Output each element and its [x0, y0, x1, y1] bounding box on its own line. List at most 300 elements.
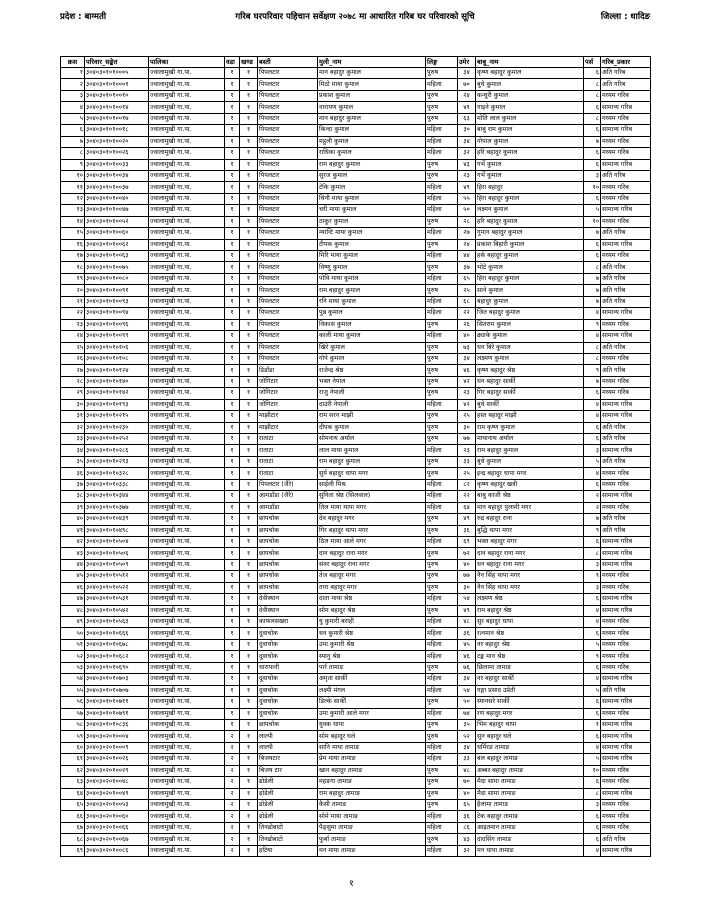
col-header-members: पर्स	[584, 57, 601, 68]
cell-municipality: ज्वालामुखी गा.पा.	[149, 365, 225, 376]
table-row	[61, 136, 651, 147]
cell-head-name: सोमे माया तामाङ	[318, 811, 426, 822]
cell-ward: २	[225, 742, 240, 753]
cell-poverty-type: मध्यम गरिब	[601, 582, 651, 593]
cell-section: १	[240, 319, 258, 330]
cell-municipality: ज्वालामुखी गा.पा.	[149, 445, 225, 456]
cell-ward: १	[225, 411, 240, 422]
cell-family-code: ३०४०३०२०१००६०	[85, 811, 149, 822]
cell-sn: २२	[61, 308, 85, 319]
cell-sn: ४३	[61, 548, 85, 559]
cell-poverty-type: सामान्य गरिब	[601, 697, 651, 708]
cell-ward: १	[225, 79, 240, 90]
cell-father-name: नर बहादुर श्रेष्ठ	[476, 639, 584, 650]
cell-municipality: ज्वालामुखी गा.पा.	[149, 296, 225, 307]
cell-family-code: ३०४०३०१०१००२६	[85, 148, 149, 159]
cell-father-name: नैन सिंह थापा मगर	[476, 582, 584, 593]
col-header-gender: लिङ्ग	[426, 57, 458, 68]
cell-gender: पुरुष	[426, 216, 458, 227]
cell-family-code: ३०४०३०१०१००४७	[85, 205, 149, 216]
cell-gender: महिला	[426, 308, 458, 319]
cell-settlement: राताटा	[258, 445, 318, 456]
cell-gender: महिला	[426, 742, 458, 753]
cell-poverty-type: सामान्य गरिब	[601, 411, 651, 422]
cell-section: १	[240, 365, 258, 376]
cell-gender: महिला	[426, 685, 458, 696]
cell-settlement: देवीस्थान	[258, 594, 318, 605]
cell-family-code: ३०४०३०१०१००९३	[85, 296, 149, 307]
cell-age: ६९	[458, 536, 476, 547]
cell-head-name: राजु नेपाली	[318, 388, 426, 399]
cell-section: १	[240, 434, 258, 445]
cell-gender: पुरुष	[426, 113, 458, 124]
cell-section: १	[240, 90, 258, 101]
cell-head-name: मिठो माया कुमाल	[318, 79, 426, 90]
table-row	[61, 468, 651, 479]
table-row	[61, 639, 651, 650]
cell-members: ४	[584, 742, 601, 753]
cell-family-code: ३०४०३०१०१००१०	[85, 90, 149, 101]
cell-head-name: सोम बहादुर श्रेष्ठ	[318, 605, 426, 616]
cell-sn: ५५	[61, 685, 85, 696]
table-row	[61, 662, 651, 673]
cell-head-name: सुनिता श्रेष्ठ (सिलवाल)	[318, 491, 426, 502]
cell-head-name: विष्णु कुमाल	[318, 262, 426, 273]
cell-father-name: गोपाल कुमाल	[476, 136, 584, 147]
cell-poverty-type: अति गरिब	[601, 68, 651, 79]
cell-ward: २	[225, 811, 240, 822]
cell-head-name: पैङ्सुमा तामाङ	[318, 822, 426, 833]
cell-head-name: गोपे कुमाल	[318, 353, 426, 364]
page-number: १	[349, 879, 354, 889]
cell-members: ३	[584, 170, 601, 181]
cell-municipality: ज्वालामुखी गा.पा.	[149, 411, 225, 422]
cell-section: १	[240, 170, 258, 181]
cell-age: ३४	[458, 136, 476, 147]
cell-municipality: ज्वालामुखी गा.पा.	[149, 811, 225, 822]
cell-age: ७४	[458, 708, 476, 719]
cell-municipality: ज्वालामुखी गा.पा.	[149, 685, 225, 696]
cell-head-name: साईली मिश्र	[318, 479, 426, 490]
cell-members: ६	[584, 159, 601, 170]
cell-section: १	[240, 525, 258, 536]
cell-father-name: छिलामा तामाङ	[476, 662, 584, 673]
cell-poverty-type: मध्यम गरिब	[601, 468, 651, 479]
cell-ward: १	[225, 193, 240, 204]
cell-poverty-type: मध्यम गरिब	[601, 811, 651, 822]
cell-father-name: हरि बहादुर कुमाल	[476, 216, 584, 227]
table-row	[61, 845, 651, 856]
cell-members: ६	[584, 239, 601, 250]
cell-family-code: ३०४०३०२०१००६७	[85, 834, 149, 845]
cell-section: १	[240, 697, 258, 708]
table-row	[61, 90, 651, 101]
cell-members: ४	[584, 617, 601, 628]
table-row	[61, 434, 651, 445]
cell-members: ७	[584, 514, 601, 525]
cell-age: ७०	[458, 777, 476, 788]
cell-age: ३२	[458, 148, 476, 159]
cell-section: १	[240, 239, 258, 250]
cell-age: ४४	[458, 251, 476, 262]
cell-members: ६	[584, 479, 601, 490]
cell-poverty-type: अति गरिब	[601, 79, 651, 90]
cell-ward: १	[225, 662, 240, 673]
cell-settlement: पिपलटार	[258, 308, 318, 319]
cell-family-code: ३०४०३०१०१०३३८	[85, 479, 149, 490]
cell-head-name: मन माया तामाङ	[318, 845, 426, 856]
cell-poverty-type: अति गरिब	[601, 296, 651, 307]
cell-gender: महिला	[426, 617, 458, 628]
cell-family-code: ३०४०३०१०१००६०	[85, 228, 149, 239]
cell-family-code: ३०४०३०२०१०००४	[85, 731, 149, 742]
cell-age: ३०	[458, 422, 476, 433]
cell-sn: १९	[61, 273, 85, 284]
cell-members: ३	[584, 445, 601, 456]
cell-members: ६	[584, 834, 601, 845]
cell-municipality: ज्वालामुखी गा.पा.	[149, 582, 225, 593]
cell-age: ६३	[458, 113, 476, 124]
cell-settlement: पिपलटार	[258, 136, 318, 147]
cell-section: १	[240, 262, 258, 273]
cell-poverty-type: सामान्य गरिब	[601, 399, 651, 410]
cell-family-code: ३०४०३०१०१०६६६	[85, 628, 149, 639]
cell-ward: १	[225, 205, 240, 216]
cell-settlement: छापचोक	[258, 525, 318, 536]
cell-age: ७३	[458, 342, 476, 353]
cell-head-name: सुरज कुमाल	[318, 170, 426, 181]
cell-poverty-type: मध्यम गरिब	[601, 639, 651, 650]
cell-sn: १०	[61, 170, 85, 181]
cell-family-code: ३०४०३०१०१००२०	[85, 136, 149, 147]
cell-municipality: ज्वालामुखी गा.पा.	[149, 434, 225, 445]
table-row	[61, 68, 651, 79]
cell-father-name: राम बहादुर श्रेष्ठ	[476, 605, 584, 616]
cell-members: ७	[584, 285, 601, 296]
cell-family-code: ३०४०३०१०१०२९३	[85, 456, 149, 467]
cell-gender: पुरुष	[426, 765, 458, 776]
cell-settlement: पिपलटार	[258, 102, 318, 113]
cell-age: ४२	[458, 376, 476, 387]
cell-father-name: लक्ष्मण श्रेष्ठ	[476, 594, 584, 605]
cell-age: २५	[458, 468, 476, 479]
cell-father-name: लक्ष्मण कुमाल	[476, 353, 584, 364]
cell-poverty-type: मध्यम गरिब	[601, 502, 651, 513]
cell-father-name: हर्क बहादुर कुमाल	[476, 251, 584, 262]
cell-head-name: काली माया कुमाल	[318, 331, 426, 342]
cell-section: १	[240, 216, 258, 227]
cell-ward: १	[225, 491, 240, 502]
cell-gender: पुरुष	[426, 697, 458, 708]
cell-municipality: ज्वालामुखी गा.पा.	[149, 331, 225, 342]
cell-settlement: ढोडेली	[258, 811, 318, 822]
cell-section: १	[240, 628, 258, 639]
cell-age: ८६	[458, 822, 476, 833]
cell-settlement: पिपलटार	[258, 239, 318, 250]
cell-father-name: बुधे कुमाल	[476, 79, 584, 90]
cell-age: ३७	[458, 262, 476, 273]
col-header-sn: क्रस	[61, 57, 85, 68]
cell-gender: पुरुष	[426, 456, 458, 467]
cell-sn: १	[61, 68, 85, 79]
cell-family-code: ३०४०३०१०१०५२२	[85, 582, 149, 593]
cell-settlement: राताटा	[258, 468, 318, 479]
cell-ward: १	[225, 685, 240, 696]
cell-sn: १६	[61, 239, 85, 250]
cell-father-name: नैन सिंह थापा मगर	[476, 571, 584, 582]
cell-father-name: मोति लाल कुमाल	[476, 113, 584, 124]
cell-age: ४६	[458, 365, 476, 376]
cell-family-code: ३०४०३०१०१००९१	[85, 285, 149, 296]
cell-head-name: तिल माया थापा मगर	[318, 502, 426, 513]
cell-ward: १	[225, 399, 240, 410]
cell-section: १	[240, 193, 258, 204]
cell-gender: महिला	[426, 754, 458, 765]
cell-family-code: ३०४०३०१०१०५०९	[85, 559, 149, 570]
cell-gender: पुरुष	[426, 376, 458, 387]
table-row	[61, 742, 651, 753]
cell-municipality: ज्वालामुखी गा.पा.	[149, 273, 225, 284]
cell-gender: महिला	[426, 79, 458, 90]
cell-sn: ५८	[61, 719, 85, 730]
cell-poverty-type: सामान्य गरिब	[601, 742, 651, 753]
cell-family-code: ३०४०३०१०१०८३६	[85, 719, 149, 730]
cell-head-name: फुर्बा तामाङ	[318, 834, 426, 845]
cell-gender: पुरुष	[426, 514, 458, 525]
table-row	[61, 170, 651, 181]
cell-settlement: बिजयटार	[258, 754, 318, 765]
cell-ward: १	[225, 159, 240, 170]
cell-settlement: पिपलटार	[258, 262, 318, 273]
cell-gender: पुरुष	[426, 582, 458, 593]
cell-members: ६	[584, 148, 601, 159]
cell-gender: पुरुष	[426, 719, 458, 730]
cell-members: ६	[584, 628, 601, 639]
table-row	[61, 296, 651, 307]
cell-family-code: ३०४०३०१०१००१७	[85, 113, 149, 124]
cell-settlement: बिजय टार	[258, 765, 318, 776]
cell-members: ७	[584, 376, 601, 387]
cell-head-name: किन्दा कुमाल	[318, 125, 426, 136]
cell-municipality: ज्वालामुखी गा.पा.	[149, 662, 225, 673]
cell-family-code: ३०४०३०२०१००२६	[85, 754, 149, 765]
cell-members: ७	[584, 136, 601, 147]
cell-age: ६५	[458, 273, 476, 284]
cell-poverty-type: अति गरिब	[601, 525, 651, 536]
cell-family-code: ३०४०३०१०१०१४२	[85, 388, 149, 399]
cell-head-name: सोमनाथ अर्याल	[318, 434, 426, 445]
cell-head-name: मिरि माया कुमाल	[318, 251, 426, 262]
cell-ward: १	[225, 468, 240, 479]
cell-members: ६	[584, 434, 601, 445]
cell-poverty-type: मध्यम गरिब	[601, 708, 651, 719]
cell-family-code: ३०४०३०१०१००९९	[85, 331, 149, 342]
table-row	[61, 800, 651, 811]
cell-head-name: प्रेम माया तामाङ	[318, 754, 426, 765]
cell-gender: पुरुष	[426, 800, 458, 811]
cell-municipality: ज्वालामुखी गा.पा.	[149, 834, 225, 845]
table-row	[61, 159, 651, 170]
cell-section: १	[240, 582, 258, 593]
table-row	[61, 514, 651, 525]
cell-section: १	[240, 548, 258, 559]
cell-gender: महिला	[426, 251, 458, 262]
cell-age: ४९	[458, 182, 476, 193]
cell-head-name: पोवि माया कुमाल	[318, 273, 426, 284]
cell-members: ५	[584, 456, 601, 467]
table-row	[61, 193, 651, 204]
table-row	[61, 594, 651, 605]
cell-father-name: मायानाथ अर्याल	[476, 434, 584, 445]
cell-family-code: ३०४०३०१०१०५१२	[85, 571, 149, 582]
cell-sn: ६७	[61, 822, 85, 833]
cell-sn: ३४	[61, 445, 85, 456]
cell-age: २७	[458, 228, 476, 239]
cell-section: १	[240, 468, 258, 479]
cell-ward: १	[225, 170, 240, 181]
cell-ward: १	[225, 216, 240, 227]
table-row	[61, 822, 651, 833]
cell-gender: महिला	[426, 331, 458, 342]
cell-head-name: उमा कुमारी आले मगर	[318, 708, 426, 719]
cell-head-name: राधिका कुमाल	[318, 148, 426, 159]
cell-ward: १	[225, 228, 240, 239]
cell-head-name: दान बहादुर राना मगर	[318, 548, 426, 559]
cell-father-name: राम कृष्ण कुमाल	[476, 422, 584, 433]
cell-age: ४२	[458, 399, 476, 410]
cell-poverty-type: सामान्य गरिब	[601, 548, 651, 559]
cell-father-name: गर्भे कुमाल	[476, 170, 584, 181]
cell-sn: ४७	[61, 594, 85, 605]
district-label: जिल्ला : धादिङ	[600, 12, 650, 22]
province-label: प्रदेश : बाग्मती	[60, 12, 107, 22]
cell-gender: महिला	[426, 639, 458, 650]
cell-members: ४	[584, 845, 601, 856]
table-row	[61, 342, 651, 353]
cell-members: ५	[584, 754, 601, 765]
cell-father-name: मैदा सामा तामाङ	[476, 788, 584, 799]
cell-sn: २७	[61, 365, 85, 376]
cell-members: ९	[584, 651, 601, 662]
cell-municipality: ज्वालामुखी गा.पा.	[149, 125, 225, 136]
cell-members: ६	[584, 594, 601, 605]
cell-section: १	[240, 456, 258, 467]
cell-ward: १	[225, 365, 240, 376]
cell-father-name: गर्भे कुमाल	[476, 159, 584, 170]
cell-municipality: ज्वालामुखी गा.पा.	[149, 170, 225, 181]
cell-sn: ४	[61, 102, 85, 113]
cell-head-name: विकास कुमाल	[318, 319, 426, 330]
cell-section: १	[240, 136, 258, 147]
cell-members: ६	[584, 422, 601, 433]
cell-members: ७	[584, 228, 601, 239]
table-row	[61, 811, 651, 822]
cell-section: १	[240, 834, 258, 845]
cell-family-code: ३०४०३०२०१००६६	[85, 822, 149, 833]
cell-gender: पुरुष	[426, 422, 458, 433]
cell-father-name: मन धापा तामाङ	[476, 845, 584, 856]
cell-sn: ३०	[61, 399, 85, 410]
cell-head-name: राम बहादुर तामाङ	[318, 788, 426, 799]
cell-age: ५०	[458, 205, 476, 216]
cell-father-name: गुमान बहादुर कुमाल	[476, 228, 584, 239]
table-row	[61, 125, 651, 136]
cell-ward: १	[225, 674, 240, 685]
cell-settlement: पिपलटार	[258, 285, 318, 296]
cell-gender: पुरुष	[426, 68, 458, 79]
cell-section: १	[240, 102, 258, 113]
cell-section: १	[240, 811, 258, 822]
cell-sn: ६३	[61, 777, 85, 788]
cell-age: २२	[458, 308, 476, 319]
cell-sn: २६	[61, 353, 85, 364]
cell-family-code: ३०४०३०१०१०००५	[85, 68, 149, 79]
cell-members: ८	[584, 79, 601, 90]
cell-gender: महिला	[426, 845, 458, 856]
cell-sn: ३७	[61, 479, 85, 490]
cell-poverty-type: सामान्य गरिब	[601, 331, 651, 342]
cell-municipality: ज्वालामुखी गा.पा.	[149, 68, 225, 79]
cell-sn: ६४	[61, 788, 85, 799]
cell-sn: ५९	[61, 731, 85, 742]
cell-settlement: पिपलटार	[258, 148, 318, 159]
cell-father-name: नर बहादुर सार्की	[476, 674, 584, 685]
cell-poverty-type: सामान्य गरिब	[601, 445, 651, 456]
cell-father-name: सुर बहादुर धापा	[476, 617, 584, 628]
cell-poverty-type: सामान्य गरिब	[601, 719, 651, 730]
cell-poverty-type: मध्यम गरिब	[601, 479, 651, 490]
cell-settlement: दुवाचोक	[258, 639, 318, 650]
cell-members: ५	[584, 639, 601, 650]
cell-father-name: बल बहादुर तामाङ	[476, 754, 584, 765]
cell-ward: १	[225, 708, 240, 719]
cell-sn: ६२	[61, 765, 85, 776]
cell-municipality: ज्वालामुखी गा.पा.	[149, 491, 225, 502]
cell-family-code: ३०४०३०१०१०१९३	[85, 399, 149, 410]
cell-settlement: दुवाचोक	[258, 708, 318, 719]
table-row	[61, 605, 651, 616]
table-row	[61, 79, 651, 90]
cell-ward: १	[225, 514, 240, 525]
cell-members: ६	[584, 731, 601, 742]
cell-gender: पुरुष	[426, 777, 458, 788]
cell-settlement: पिपलटार	[258, 159, 318, 170]
cell-gender: पुरुष	[426, 834, 458, 845]
cell-municipality: ज्वालामुखी गा.पा.	[149, 674, 225, 685]
cell-members: ३	[584, 559, 601, 570]
cell-family-code: ३०४०३०१०१०५३१	[85, 594, 149, 605]
cell-section: १	[240, 296, 258, 307]
cell-section: १	[240, 594, 258, 605]
cell-sn: ४९	[61, 617, 85, 628]
cell-sn: ४१	[61, 525, 85, 536]
cell-poverty-type: मध्यम गरिब	[601, 90, 651, 101]
cell-family-code: ३०४०३०१०१०४३९	[85, 514, 149, 525]
cell-father-name: बाबु काजी श्रेष्ठ	[476, 491, 584, 502]
cell-section: १	[240, 845, 258, 856]
cell-sn: २४	[61, 331, 85, 342]
cell-settlement: दुवाचोक	[258, 674, 318, 685]
cell-family-code: ३०४०३०१०१००१८	[85, 125, 149, 136]
cell-family-code: ३०४०३०१०१०००९	[85, 79, 149, 90]
cell-age: ४०	[458, 788, 476, 799]
cell-ward: १	[225, 182, 240, 193]
cell-father-name: दान बहादुर राना मगर	[476, 548, 584, 559]
cell-gender: महिला	[426, 273, 458, 284]
cell-gender: पुरुष	[426, 662, 458, 673]
cell-poverty-type: अति गरिब	[601, 342, 651, 353]
cell-father-name: हिरा बहादुर कुमाल	[476, 273, 584, 284]
